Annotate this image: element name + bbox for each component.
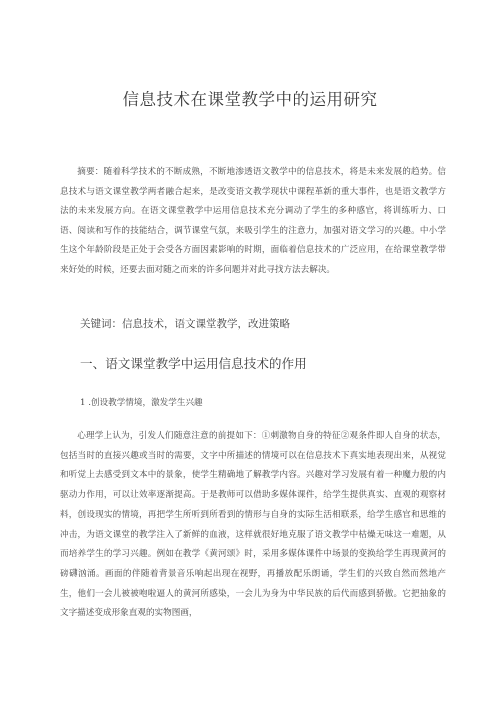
section-heading: 一、语文课堂教学中运用信息技术的作用 — [80, 356, 307, 371]
body-paragraph: 心理学上认为，引发人们随意注意的前提如下：①刺激物自身的特征②观条件即人自身的状态，包括当时的直接兴趣或当时的需要，文字中所描述的情境可以在信息技术下真实地表现出来，从视觉和听觉上去感受到文本中的景象，使学生精确地了解教学内容。兴趣对学习发展有着一种魔力般的内驱动力作用，可以让效率逐渐提高。于是教师可以借助多媒体课件，给学生提供真实、直观的观察材料，创设现实的情境，再把学生所听到所看到的情形与自身的实际生活相联系，给学生感官和思维的冲击，为语文课堂的教学注入了新鲜的血液，这样就很好地克服了语文教学中枯燥无味这一难题，从而培养学生的学习兴趣。例如在教学《黄河颂》时，采用多媒体课件中场景的变换给学生再现黄河的磅礴汹涌。画面的伴随着背景音乐响起出现在视野，再播放配乐朗诵，学生们的兴致自然而然地产生，他们一会儿被被咆啦逼人的黄河所感染，一会儿为身为中华民族的后代而感到骄傲。它把抽象的文字描述变成形象直观的实物图画， — [60, 431, 446, 619]
abstract-paragraph: 摘要：随着科学技术的不断成熟，不断地渗透语文教学中的信息技术，将是未来发展的趋势。信息技术与语文课堂教学两者融合起来，是改变语文教学现状中课程革新的重大事件，也是语文教学方法的未来发展方向。在语文课堂教学中运用信息技术充分调动了学生的多种感官，将训练听力、口语、阅读和写作的技能结合，调节课堂气氛，来吸引学生的注意力，加强对语文学习的兴趣。中小学生这个年龄阶段是正处于会受各方面因素影响的时期，面临着信息技术的广泛应用，在给课堂教学带来好处的时候，还要去面对随之而来的许多问题并对此寻找方法去解决。 — [60, 167, 446, 275]
keywords-line: 关键词：信息技术，语文课堂教学，改进策略 — [80, 318, 290, 330]
paper-title: 信息技术在课堂教学中的运用研究 — [122, 90, 378, 109]
subsection-heading: 1 .创设教学情境，激发学生兴趣 — [80, 398, 203, 408]
